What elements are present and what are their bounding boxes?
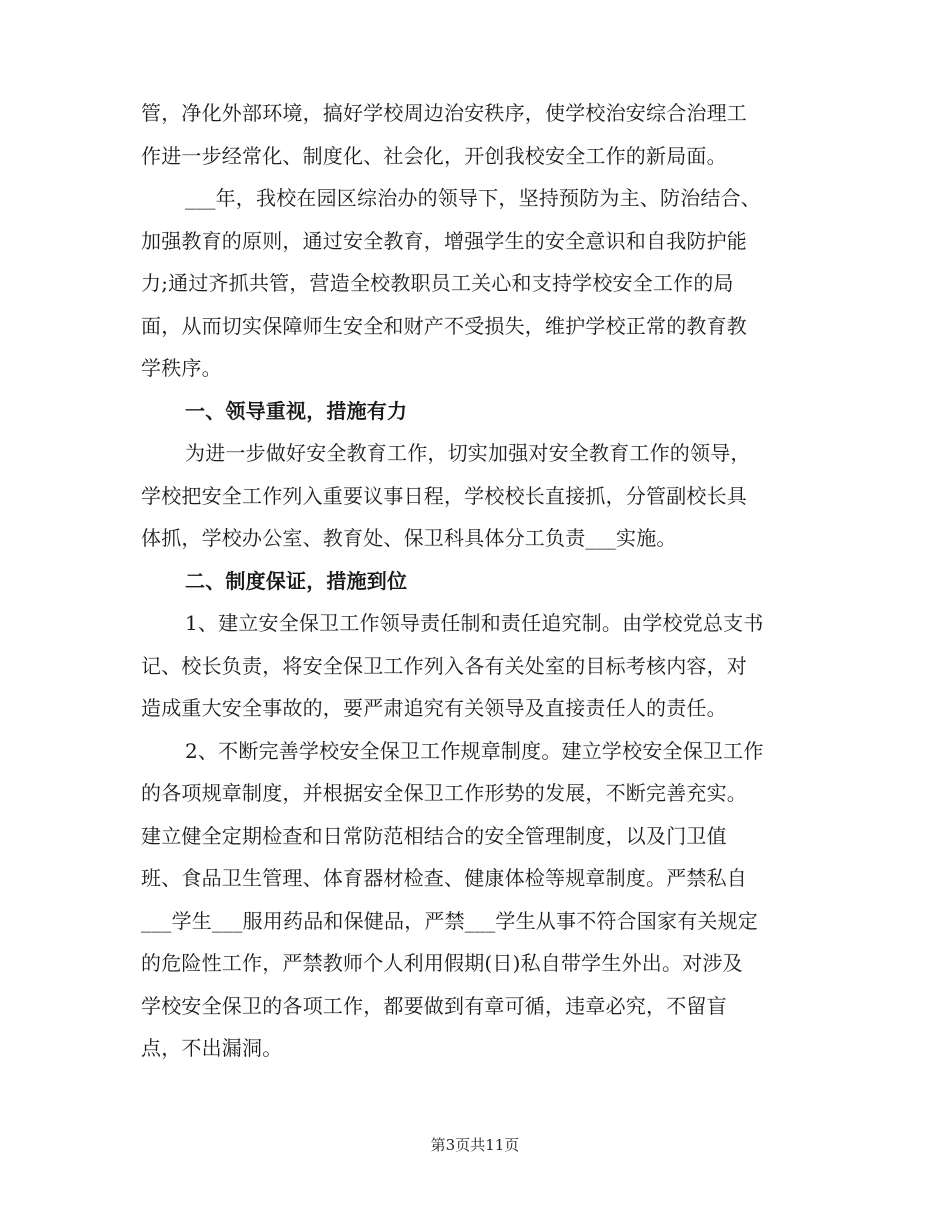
text-line: 为进一步做好安全教育工作，切实加强对安全教育工作的领导，	[185, 441, 751, 465]
text-line: 加强教育的原则，通过安全教育，增强学生的安全意识和自我防护能	[141, 228, 747, 253]
text-line: 2、不断完善学校安全保卫工作规章制度。建立学校安全保卫工作	[185, 738, 764, 763]
text-line: 建立健全定期检查和日常防范相结合的安全管理制度，以及门卫值	[141, 823, 727, 848]
text-line: ___年，我校在园区综治办的领导下，坚持预防为主、防治结合、	[185, 186, 761, 210]
text-line: 造成重大安全事故的，要严肃追究有关领导及直接责任人的责任。	[141, 696, 727, 720]
text-line: 的各项规章制度，并根据安全保卫工作形势的发展，不断完善充实。	[141, 781, 747, 805]
text-line: 学校把安全工作列入重要议事日程，学校校长直接抓，分管副校长具	[141, 483, 747, 508]
text-line: 的危险性工作，严禁教师个人利用假期(日)私自带学生外出。对涉及	[141, 951, 743, 975]
text-line: 作进一步经常化、制度化、社会化，开创我校安全工作的新局面。	[141, 143, 727, 168]
section-heading: 一、领导重视，措施有力	[185, 398, 408, 423]
section-heading: 二、制度保证，措施到位	[185, 568, 408, 593]
text-line: 力;通过齐抓共管，营造全校教职员工关心和支持学校安全工作的局	[141, 271, 734, 295]
text-line: 点，不出漏洞。	[141, 1036, 283, 1060]
text-line: 学秩序。	[141, 356, 222, 380]
page-number-footer: 第3页共11页	[430, 1136, 520, 1154]
text-line: 班、食品卫生管理、体育器材检查、健康体检等规章制度。严禁私自	[141, 866, 747, 890]
text-line: ___学生___服用药品和保健品，严禁___学生从事不符合国家有关规定	[141, 908, 758, 933]
text-line: 记、校长负责，将安全保卫工作列入各有关处室的目标考核内容，对	[141, 653, 747, 678]
text-line: 1、建立安全保卫工作领导责任制和责任追究制。由学校党总支书	[185, 611, 764, 635]
text-line: 体抓，学校办公室、教育处、保卫科具体分工负责___实施。	[141, 526, 677, 550]
text-line: 管，净化外部环境，搞好学校周边治安秩序，使学校治安综合治理工	[141, 101, 747, 125]
document-body	[141, 92, 809, 1070]
text-line: 学校安全保卫的各项工作，都要做到有章可循，违章必究，不留盲	[141, 993, 727, 1018]
text-line: 面，从而切实保障师生安全和财产不受损失，维护学校正常的教育教	[141, 313, 747, 338]
